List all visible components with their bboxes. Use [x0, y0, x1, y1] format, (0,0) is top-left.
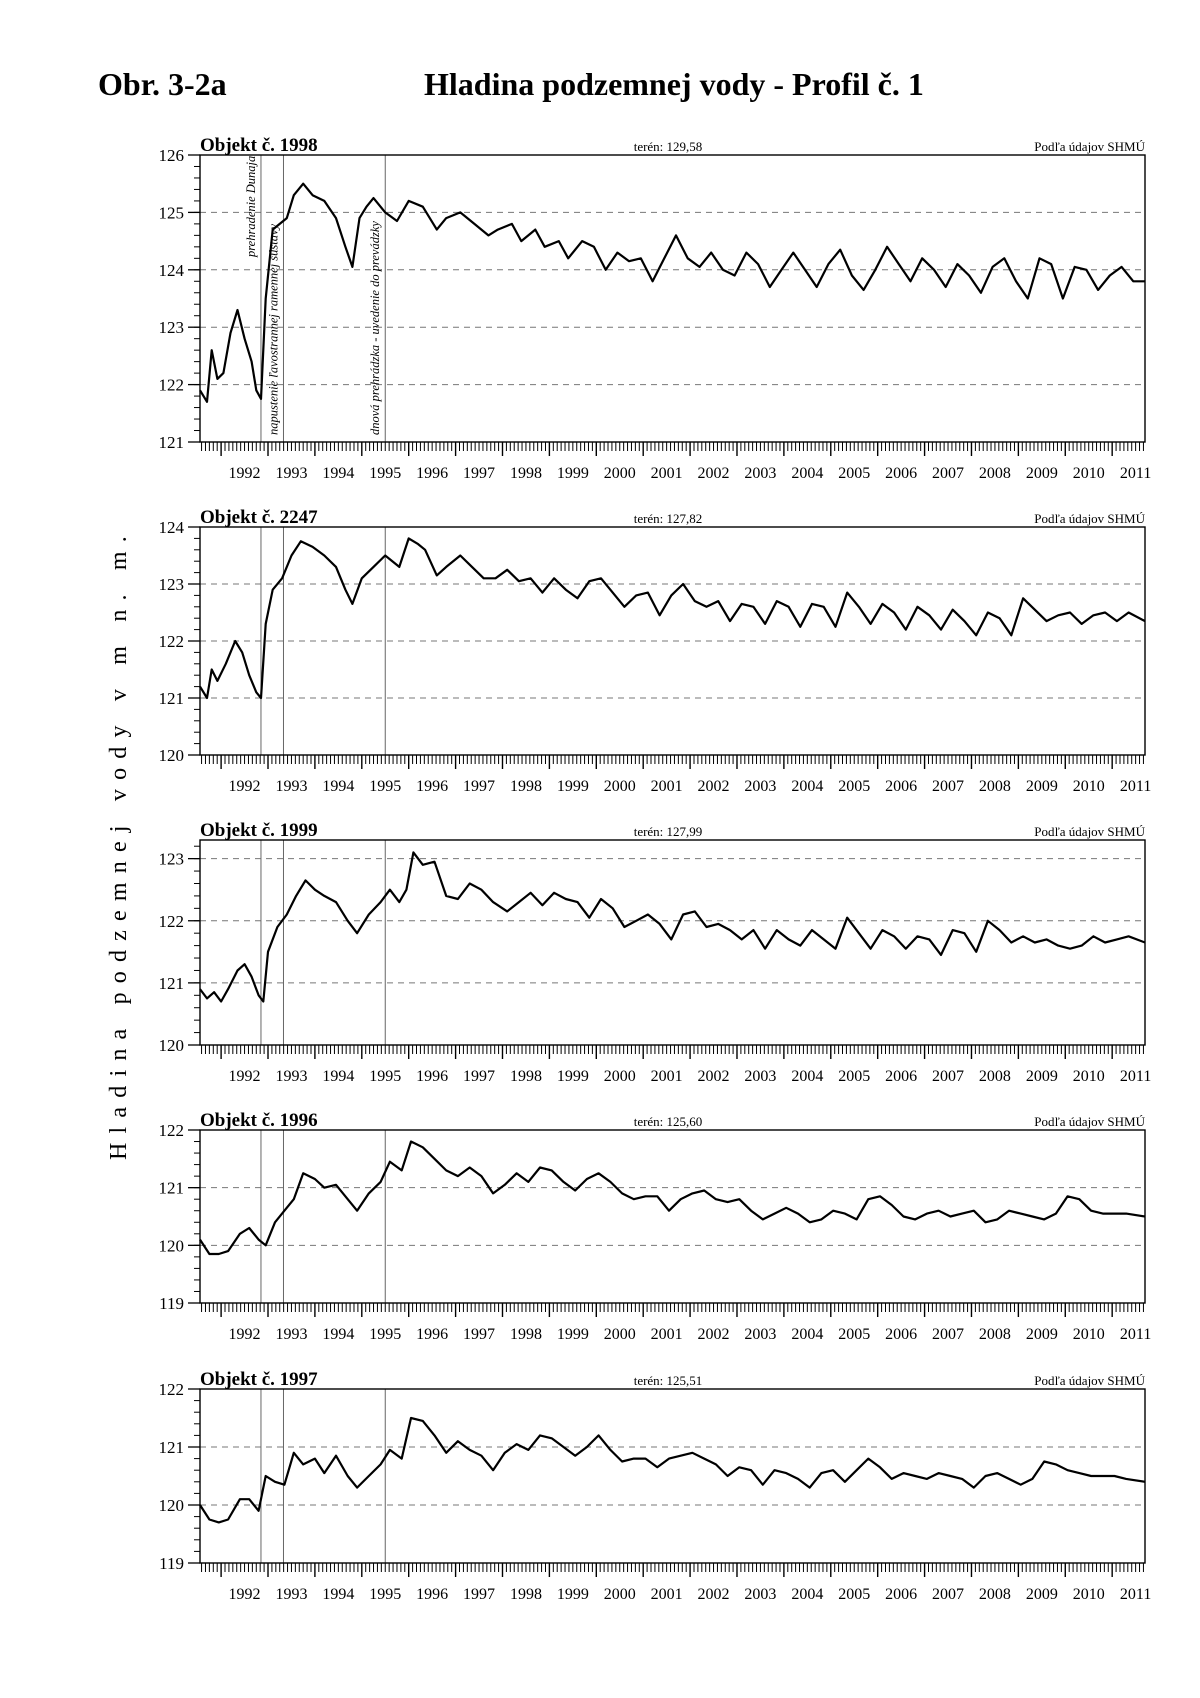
x-tick-label: 2009 — [1025, 778, 1058, 795]
x-tick-label: 1993 — [275, 1326, 308, 1343]
x-tick-label: 2006 — [885, 1326, 918, 1343]
x-tick-label: 1998 — [509, 778, 542, 795]
event-label: prehradenie Dunaja — [243, 155, 258, 257]
x-tick-label: 2009 — [1025, 1586, 1058, 1603]
x-tick-label: 2003 — [744, 1068, 777, 1085]
x-tick-label: 1994 — [322, 465, 355, 482]
terrain-label: terén: 125,60 — [633, 1114, 703, 1129]
x-tick-label: 1993 — [275, 1068, 308, 1085]
x-tick-label: 2009 — [1025, 465, 1058, 482]
x-tick-label: 2000 — [603, 778, 636, 795]
source-label: Podľa údajov SHMÚ — [1034, 511, 1145, 526]
x-tick-label: 2007 — [932, 1586, 965, 1603]
x-tick-label: 1992 — [228, 465, 261, 482]
y-tick-label: 124 — [158, 260, 184, 280]
x-tick-label: 2010 — [1072, 1586, 1105, 1603]
source-label: Podľa údajov SHMÚ — [1034, 139, 1145, 154]
x-tick-label: 1999 — [556, 1586, 589, 1603]
y-tick-label: 125 — [158, 203, 184, 223]
y-axis-label: Hladina podzemnej vody v m n. m. — [106, 526, 132, 1160]
plot-frame — [200, 840, 1145, 1045]
x-tick-label: 2004 — [791, 778, 824, 795]
x-tick-label: 1995 — [369, 778, 402, 795]
source-label: Podľa údajov SHMÚ — [1034, 824, 1145, 839]
x-tick-label: 1993 — [275, 1586, 308, 1603]
x-tick-label: 1999 — [556, 465, 589, 482]
x-tick-label: 1996 — [416, 1068, 449, 1085]
x-tick-label: 2008 — [978, 1586, 1011, 1603]
x-tick-label: 2002 — [697, 1326, 730, 1343]
x-tick-label: 1995 — [369, 1326, 402, 1343]
x-tick-label: 2005 — [838, 465, 871, 482]
x-tick-label: 2010 — [1072, 465, 1105, 482]
series-line — [200, 538, 1145, 698]
x-tick-label: 2001 — [650, 1068, 683, 1085]
x-tick-label: 1995 — [369, 1586, 402, 1603]
y-tick-label: 124 — [158, 518, 184, 537]
x-tick-label: 1992 — [228, 1068, 261, 1085]
x-tick-label: 2008 — [978, 1326, 1011, 1343]
chart-panel-1 — [159, 135, 1152, 482]
x-tick-label: 2001 — [650, 465, 683, 482]
y-tick-label: 119 — [159, 1294, 184, 1313]
x-tick-label: 2005 — [838, 778, 871, 795]
y-tick-label: 119 — [159, 1554, 184, 1573]
y-tick-label: 123 — [158, 318, 184, 338]
x-tick-label: 1996 — [416, 1586, 449, 1603]
x-tick-label: 1994 — [322, 778, 355, 795]
x-tick-label: 2007 — [932, 1326, 965, 1343]
terrain-label: terén: 127,99 — [633, 824, 703, 839]
chart-title: Objekt č. 1997 — [200, 1369, 318, 1390]
x-tick-label: 2004 — [791, 1586, 824, 1603]
x-tick-label: 1994 — [322, 1068, 355, 1085]
x-tick-label: 1999 — [556, 778, 589, 795]
x-tick-label: 2010 — [1072, 778, 1105, 795]
x-tick-label: 2008 — [978, 1068, 1011, 1085]
y-tick-label: 121 — [158, 689, 184, 708]
x-tick-label: 2007 — [932, 465, 965, 482]
x-tick-label: 1998 — [509, 1068, 542, 1085]
x-tick-label: 1995 — [369, 465, 402, 482]
x-tick-label: 2008 — [978, 465, 1011, 482]
x-tick-label: 2007 — [932, 778, 965, 795]
event-label: napustenie ľavostrannej ramennej sústavy — [266, 223, 281, 435]
x-tick-label: 1993 — [275, 465, 308, 482]
x-tick-label: 1992 — [228, 1586, 261, 1603]
y-tick-label: 121 — [158, 973, 184, 993]
terrain-label: terén: 129,58 — [633, 139, 703, 154]
x-tick-label: 2002 — [697, 778, 730, 795]
x-tick-label: 2000 — [603, 1586, 636, 1603]
x-tick-label: 2000 — [603, 465, 636, 482]
x-tick-label: 1998 — [509, 465, 542, 482]
x-tick-label: 2011 — [1119, 1326, 1152, 1343]
x-tick-label: 1997 — [463, 1068, 496, 1085]
x-tick-label: 1996 — [416, 1326, 449, 1343]
chart-title: Objekt č. 1998 — [200, 135, 318, 156]
x-tick-label: 1996 — [416, 778, 449, 795]
terrain-label: terén: 125,51 — [633, 1373, 703, 1388]
y-tick-label: 120 — [158, 746, 184, 765]
x-tick-label: 2006 — [885, 778, 918, 795]
x-tick-label: 1995 — [369, 1068, 402, 1085]
event-label: dnová prehrádzka - uvedenie do prevádzky — [368, 221, 383, 435]
x-tick-label: 2001 — [650, 1586, 683, 1603]
y-tick-label: 120 — [158, 1236, 184, 1256]
source-label: Podľa údajov SHMÚ — [1034, 1373, 1145, 1388]
plot-frame — [200, 155, 1145, 442]
x-tick-label: 1997 — [463, 1326, 496, 1343]
y-tick-label: 123 — [158, 849, 184, 869]
x-tick-label: 2009 — [1025, 1068, 1058, 1085]
x-tick-label: 2005 — [838, 1326, 871, 1343]
x-tick-label: 2006 — [885, 465, 918, 482]
series-line — [200, 1142, 1145, 1255]
x-tick-label: 2001 — [650, 1326, 683, 1343]
x-tick-label: 2009 — [1025, 1326, 1058, 1343]
x-tick-label: 2004 — [791, 1326, 824, 1343]
y-tick-label: 121 — [158, 1178, 184, 1198]
x-tick-label: 2010 — [1072, 1068, 1105, 1085]
source-label: Podľa údajov SHMÚ — [1034, 1114, 1145, 1129]
x-tick-label: 2005 — [838, 1586, 871, 1603]
x-tick-label: 2002 — [697, 1068, 730, 1085]
x-tick-label: 2011 — [1119, 1068, 1152, 1085]
x-tick-label: 2001 — [650, 778, 683, 795]
y-tick-label: 123 — [158, 575, 184, 594]
y-tick-label: 126 — [158, 146, 184, 165]
series-line — [200, 852, 1145, 1001]
x-tick-label: 2004 — [791, 465, 824, 482]
y-tick-label: 121 — [158, 1438, 184, 1457]
y-tick-label: 122 — [158, 632, 184, 651]
y-tick-label: 120 — [158, 1496, 184, 1515]
x-tick-label: 2000 — [603, 1326, 636, 1343]
y-tick-label: 120 — [158, 1036, 184, 1055]
x-tick-label: 1999 — [556, 1326, 589, 1343]
x-tick-label: 1994 — [322, 1326, 355, 1343]
figure-title: Hladina podzemnej vody - Profil č. 1 — [424, 66, 924, 102]
chart-panel-3 — [159, 820, 1152, 1085]
x-tick-label: 1992 — [228, 1326, 261, 1343]
x-tick-label: 2011 — [1119, 778, 1152, 795]
x-tick-label: 2008 — [978, 778, 1011, 795]
series-line — [200, 184, 1145, 402]
chart-panel-2 — [159, 507, 1152, 795]
chart-title: Objekt č. 2247 — [200, 507, 318, 528]
x-tick-label: 1993 — [275, 778, 308, 795]
x-tick-label: 2004 — [791, 1068, 824, 1085]
x-tick-label: 2007 — [932, 1068, 965, 1085]
y-tick-label: 122 — [158, 1121, 184, 1140]
x-tick-label: 1996 — [416, 465, 449, 482]
x-tick-label: 1998 — [509, 1586, 542, 1603]
x-tick-label: 2010 — [1072, 1326, 1105, 1343]
figure-number: Obr. 3-2a — [98, 66, 227, 102]
x-tick-label: 2003 — [744, 465, 777, 482]
x-tick-label: 2000 — [603, 1068, 636, 1085]
x-tick-label: 2006 — [885, 1586, 918, 1603]
chart-panel-5 — [159, 1369, 1152, 1603]
x-tick-label: 1999 — [556, 1068, 589, 1085]
y-tick-label: 122 — [158, 375, 184, 395]
x-tick-label: 2005 — [838, 1068, 871, 1085]
plot-frame — [200, 1130, 1145, 1303]
x-tick-label: 1997 — [463, 1586, 496, 1603]
x-tick-label: 2003 — [744, 778, 777, 795]
x-tick-label: 1997 — [463, 465, 496, 482]
chart-panel-4 — [159, 1110, 1152, 1343]
x-tick-label: 1998 — [509, 1326, 542, 1343]
chart-title: Objekt č. 1996 — [200, 1110, 318, 1131]
x-tick-label: 1994 — [322, 1586, 355, 1603]
x-tick-label: 1997 — [463, 778, 496, 795]
terrain-label: terén: 127,82 — [633, 511, 703, 526]
series-line — [200, 1418, 1145, 1522]
x-tick-label: 2003 — [744, 1326, 777, 1343]
x-tick-label: 2011 — [1119, 465, 1152, 482]
y-tick-label: 122 — [158, 911, 184, 931]
x-tick-label: 1992 — [228, 778, 261, 795]
x-tick-label: 2011 — [1119, 1586, 1152, 1603]
x-tick-label: 2002 — [697, 465, 730, 482]
chart-title: Objekt č. 1999 — [200, 820, 318, 841]
y-tick-label: 122 — [158, 1380, 184, 1399]
y-tick-label: 121 — [158, 433, 184, 452]
x-tick-label: 2002 — [697, 1586, 730, 1603]
x-tick-label: 2003 — [744, 1586, 777, 1603]
x-tick-label: 2006 — [885, 1068, 918, 1085]
